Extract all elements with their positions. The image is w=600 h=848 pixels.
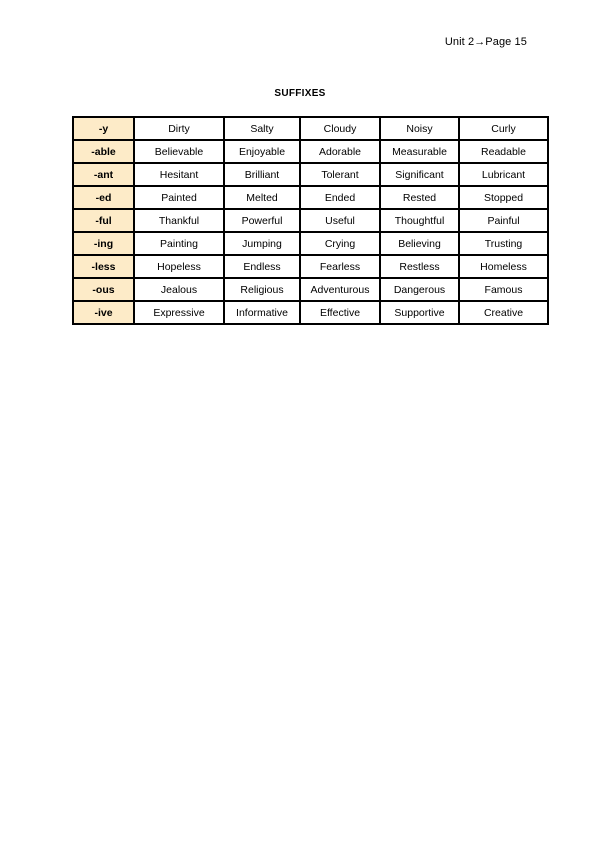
word-cell: Thankful xyxy=(134,209,224,232)
word-cell: Jealous xyxy=(134,278,224,301)
word-cell: Trusting xyxy=(459,232,548,255)
table-row xyxy=(73,209,548,232)
word-cell: Significant xyxy=(380,163,459,186)
table-row xyxy=(73,301,548,324)
word-cell: Effective xyxy=(300,301,380,324)
word-cell: Hesitant xyxy=(134,163,224,186)
suffix-cell: -y xyxy=(73,117,134,140)
suffix-cell: -ed xyxy=(73,186,134,209)
word-cell: Dangerous xyxy=(380,278,459,301)
word-cell: Informative xyxy=(224,301,300,324)
suffix-cell: -ive xyxy=(73,301,134,324)
word-cell: Hopeless xyxy=(134,255,224,278)
table-row xyxy=(73,163,548,186)
word-cell: Thoughtful xyxy=(380,209,459,232)
document-title: SUFFIXES xyxy=(274,88,326,99)
word-cell: Religious xyxy=(224,278,300,301)
word-cell: Painted xyxy=(134,186,224,209)
word-cell: Enjoyable xyxy=(224,140,300,163)
word-cell: Painting xyxy=(134,232,224,255)
word-cell: Curly xyxy=(459,117,548,140)
table-row xyxy=(73,255,548,278)
suffix-cell: -ant xyxy=(73,163,134,186)
word-cell: Painful xyxy=(459,209,548,232)
suffix-table-body xyxy=(73,117,548,324)
word-cell: Stopped xyxy=(459,186,548,209)
word-cell: Powerful xyxy=(224,209,300,232)
table-row xyxy=(73,140,548,163)
word-cell: Cloudy xyxy=(300,117,380,140)
word-cell: Melted xyxy=(224,186,300,209)
word-cell: Brilliant xyxy=(224,163,300,186)
word-cell: Ended xyxy=(300,186,380,209)
word-cell: Noisy xyxy=(380,117,459,140)
word-cell: Adorable xyxy=(300,140,380,163)
suffix-cell: -able xyxy=(73,140,134,163)
suffix-cell: -less xyxy=(73,255,134,278)
suffix-cell: -ing xyxy=(73,232,134,255)
word-cell: Endless xyxy=(224,255,300,278)
word-cell: Believable xyxy=(134,140,224,163)
word-cell: Readable xyxy=(459,140,548,163)
word-cell: Expressive xyxy=(134,301,224,324)
page-reference: Unit 2→Page 15 xyxy=(444,36,527,48)
table-row xyxy=(73,278,548,301)
word-cell: Useful xyxy=(300,209,380,232)
table-row xyxy=(73,232,548,255)
word-cell: Crying xyxy=(300,232,380,255)
word-cell: Homeless xyxy=(459,255,548,278)
suffix-cell: -ful xyxy=(73,209,134,232)
word-cell: Believing xyxy=(380,232,459,255)
word-cell: Restless xyxy=(380,255,459,278)
suffix-table xyxy=(72,116,549,325)
word-cell: Jumping xyxy=(224,232,300,255)
word-cell: Lubricant xyxy=(459,163,548,186)
word-cell: Fearless xyxy=(300,255,380,278)
word-cell: Tolerant xyxy=(300,163,380,186)
suffix-cell: -ous xyxy=(73,278,134,301)
word-cell: Adventurous xyxy=(300,278,380,301)
word-cell: Measurable xyxy=(380,140,459,163)
word-cell: Supportive xyxy=(380,301,459,324)
table-row xyxy=(73,117,548,140)
word-cell: Creative xyxy=(459,301,548,324)
word-cell: Famous xyxy=(459,278,548,301)
word-cell: Dirty xyxy=(134,117,224,140)
word-cell: Salty xyxy=(224,117,300,140)
word-cell: Rested xyxy=(380,186,459,209)
table-row xyxy=(73,186,548,209)
